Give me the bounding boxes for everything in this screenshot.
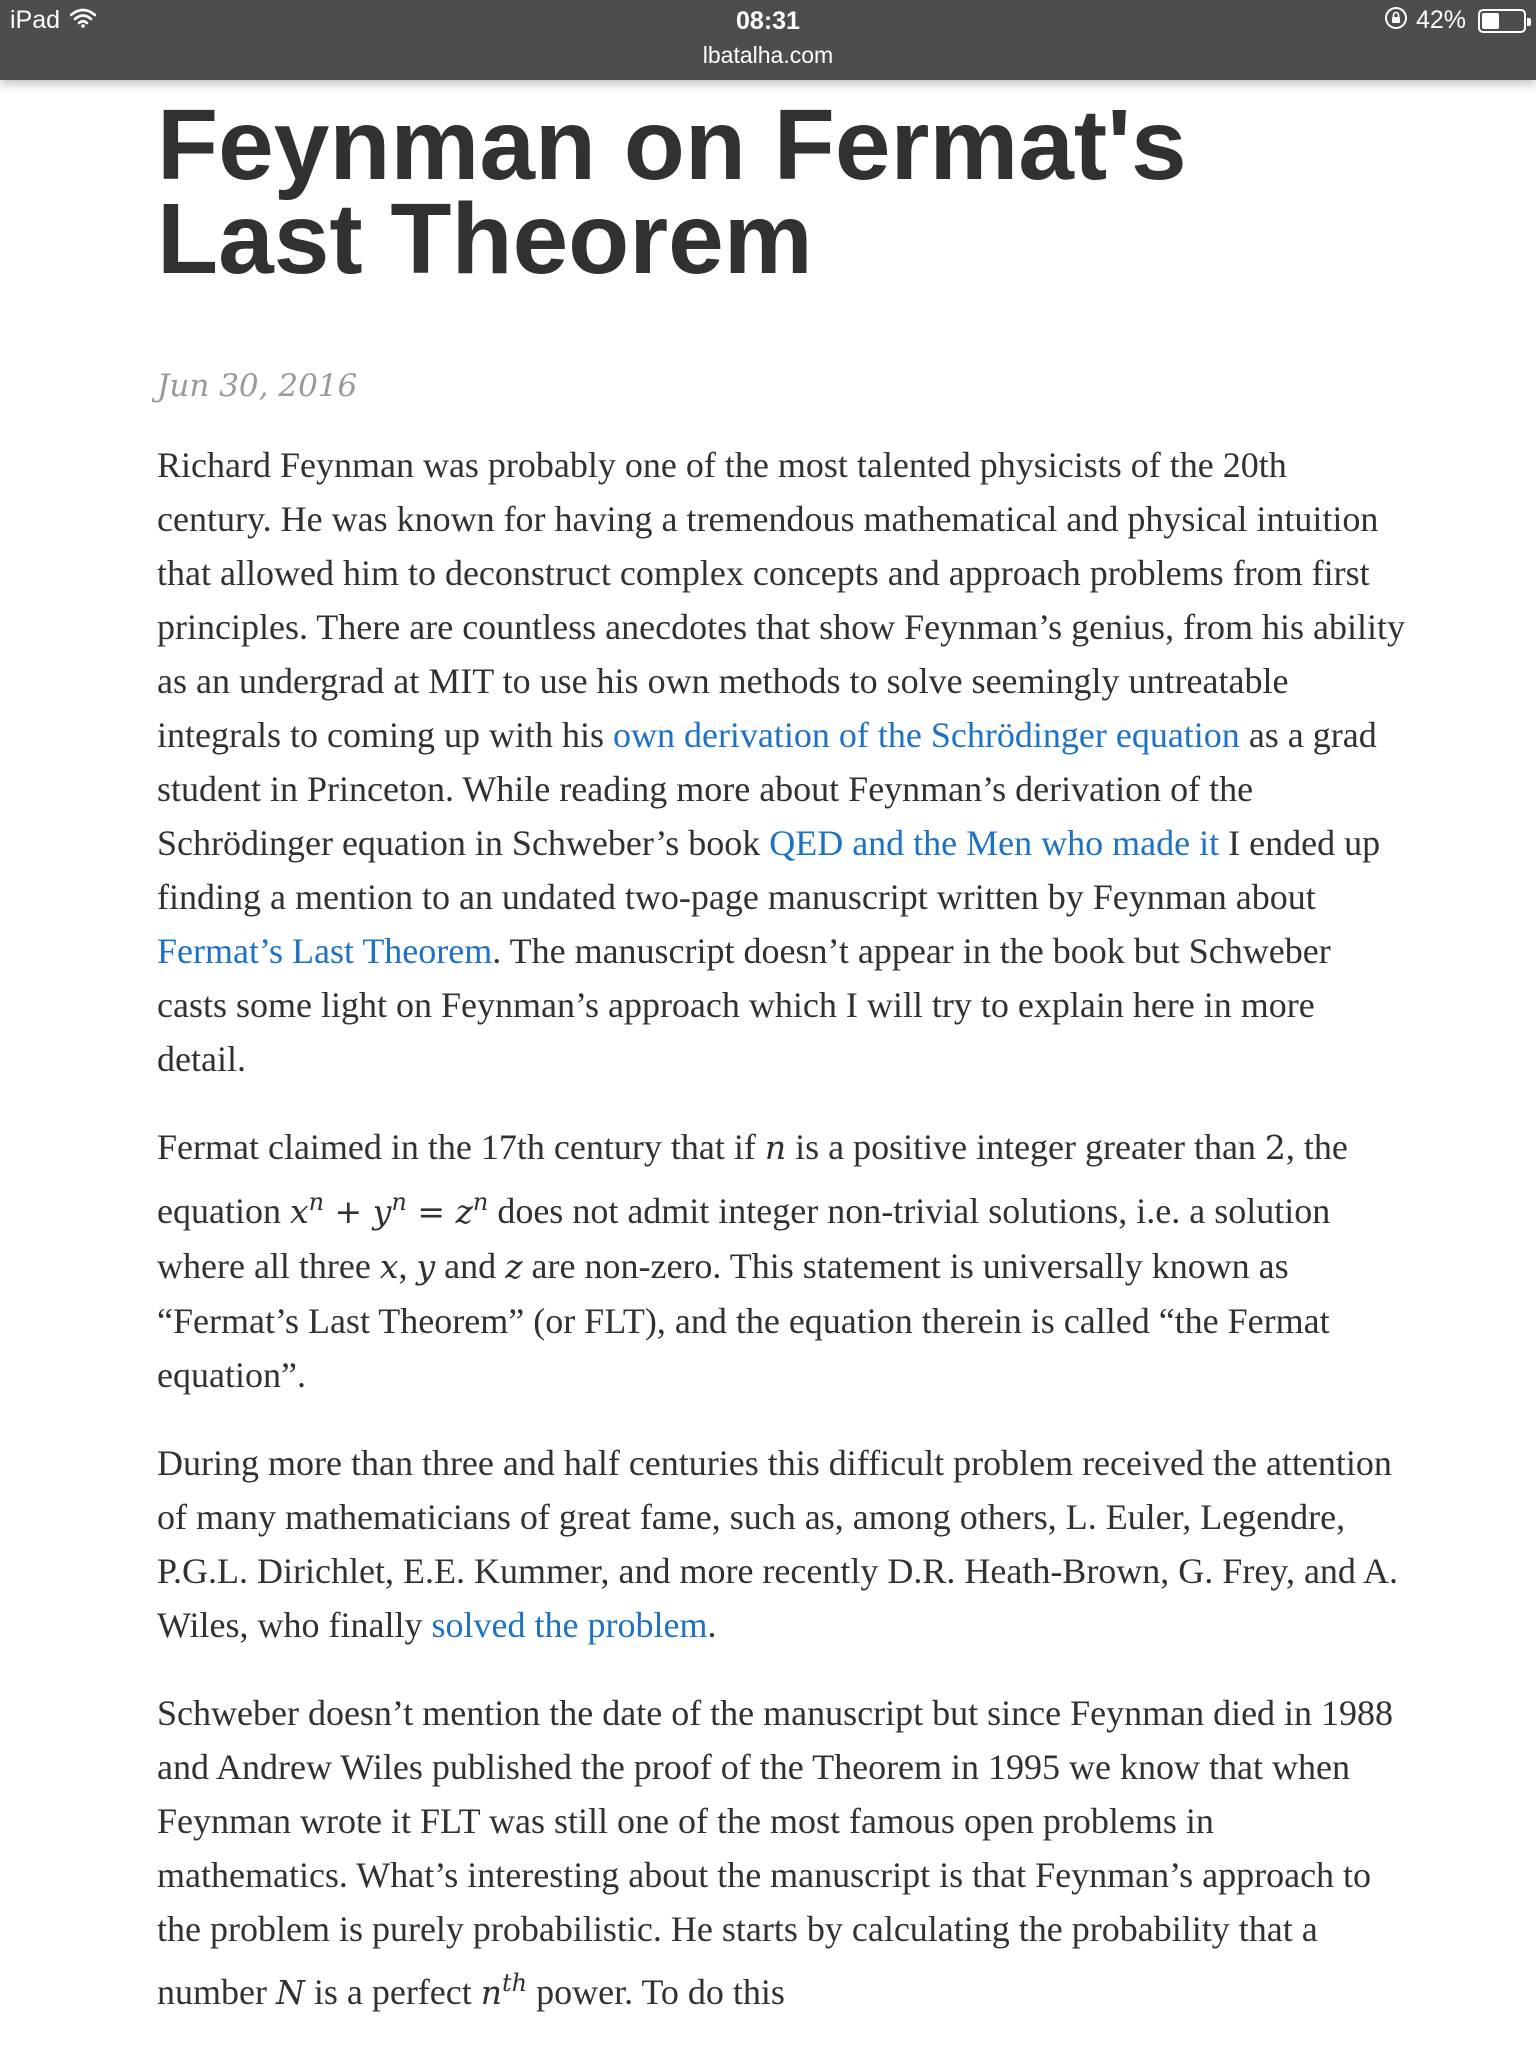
paragraph-history	[157, 1436, 1407, 1652]
text: Richard Feynman was probably one of the most talented physicists of the 20th century. He was known for having a tremendous mathematical and physical intuition that allowed him to deconstruct complex concepts and approach problems from first principles. There are countless anecdotes that show Feynman’s genius, from his ability as an undergrad at MIT to use his own methods to solve seemingly untreatable integrals to coming up with his	[157, 445, 1406, 755]
text: . The manuscript doesn’t appear in the book but Schweber casts some light on Feynman’s approach which I will try to explain here in more detail.	[157, 931, 1331, 1079]
math-two: 2	[1264, 1128, 1286, 1167]
article	[157, 80, 1407, 2020]
text: During more than three and half centuries this difficult problem received the attention of many mathematicians of great fame, such as, among others, L. Euler, Legendre, P.G.L. Dirichlet, E.E. Kummer, and more recently D.R. Heath-Brown, G. Frey, and A. Wiles, who finally	[157, 1443, 1398, 1645]
text: Fermat claimed in the 17th century that if	[157, 1127, 765, 1167]
status-right	[1384, 6, 1526, 35]
math-z: z	[505, 1247, 523, 1286]
math-plus: +	[324, 1192, 373, 1231]
rotation-lock-icon	[1384, 6, 1408, 35]
page-title: Feynman on Fermat's Last Theorem	[157, 89, 1187, 295]
text: is a perfect	[304, 1972, 481, 2012]
math-exp: n	[472, 1188, 489, 1216]
battery-fill	[1482, 13, 1499, 29]
math-N: N	[275, 1973, 305, 2012]
text: I ended up finding a mention to an undated two-page manuscript written by Feynman about	[157, 823, 1381, 917]
math-x: x	[379, 1247, 399, 1286]
math-y: y	[416, 1247, 436, 1286]
device-name: iPad	[10, 6, 61, 34]
text: ,	[398, 1246, 417, 1286]
text: are non-zero. This statement is universally known as “Fermat’s Last Theorem” (or FLT), and the equation therein is called “the Fermat equation”.	[157, 1246, 1330, 1395]
status-bar	[0, 0, 1536, 80]
math-exp: n	[391, 1188, 407, 1216]
link-fermats-last-theorem[interactable]: Fermat’s Last Theorem	[157, 931, 493, 971]
math-n: n	[764, 1128, 787, 1167]
clock: 08:31	[736, 7, 800, 35]
paragraph-manuscript	[157, 1686, 1407, 2020]
text: and	[435, 1246, 506, 1286]
math-equals: =	[406, 1192, 456, 1231]
post-date: Jun 30, 2016	[157, 368, 358, 404]
paragraph-intro	[157, 438, 1407, 1086]
link-solved-the-problem[interactable]: solved the problem	[431, 1605, 708, 1645]
link-qed-book[interactable]: QED and the Men who made it	[769, 823, 1220, 863]
text: as a grad student in Princeton. While reading more about Feynman’s derivation of the Schrödinger equation in Schweber’s book	[157, 715, 1377, 863]
math-th: th	[502, 1969, 528, 1997]
math-exp: n	[308, 1188, 325, 1216]
math-n: n	[480, 1973, 503, 2012]
text: is a positive integer greater than	[786, 1127, 1265, 1167]
paragraph-fermat-claim	[157, 1120, 1407, 1402]
text: , the equation	[157, 1127, 1348, 1231]
text: .	[707, 1605, 717, 1645]
math-x: x	[289, 1192, 309, 1231]
battery-percent: 42%	[1415, 6, 1466, 34]
math-z: z	[455, 1192, 473, 1231]
link-schrodinger-derivation[interactable]: own derivation of the Schrödinger equation	[612, 715, 1240, 755]
text: power. To do this	[527, 1972, 785, 2012]
url-domain[interactable]: lbatalha.com	[702, 42, 834, 68]
text: does not admit integer non-trivial solutions, i.e. a solution where all three	[157, 1191, 1331, 1286]
math-y: y	[372, 1192, 392, 1231]
status-center	[0, 4, 1536, 70]
battery-tip	[1527, 18, 1531, 26]
battery-icon	[1478, 9, 1526, 33]
text: Schweber doesn’t mention the date of the manuscript but since Feynman died in 1988 and Andrew Wiles published the proof of the Theorem in 1995 we know that when Feynman wrote it FLT was still one of the most famous open problems in mathematics. What’s interesting about the manuscript is that Feynman’s approach to the problem is purely probabilistic. He starts by calculating the probability that a number	[157, 1693, 1394, 2012]
